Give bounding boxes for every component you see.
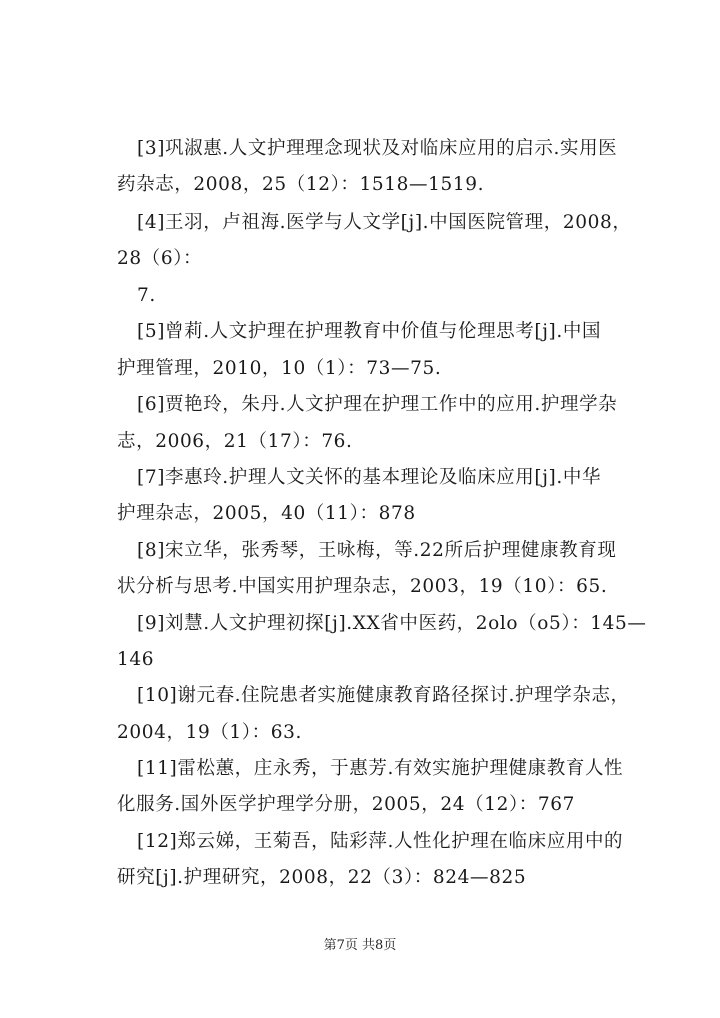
reference-4-line-2: 28（6）： — [117, 248, 203, 269]
reference-7-line-2: 护理杂志，2005，40（11）：878 — [117, 503, 416, 524]
reference-4-line-1: [4]王羽，卢祖海.医学与人文学[j].中国医院管理，2008， — [137, 212, 632, 233]
reference-3-line-2: 药杂志，2008，25（12）：1518—1519. — [117, 174, 485, 195]
reference-8-line-2: 状分析与思考.中国实用护理杂志，2003，19（10）：65. — [117, 576, 608, 597]
reference-9-line-2: 146 — [117, 649, 155, 670]
reference-5-line-1: [5]曾莉.人文护理在护理教育中价值与伦理思考[j].中国 — [137, 321, 602, 342]
reference-12-line-2: 研究[j].护理研究，2008，22（3）：824—825 — [117, 867, 527, 888]
reference-11-line-2: 化服务.国外医学护理学分册，2005，24（12）：767 — [117, 794, 576, 815]
reference-8-line-1: [8]宋立华，张秀琴，王咏梅，等.22所后护理健康教育现 — [137, 540, 617, 561]
reference-11-line-1: [11]雷松蕙，庄永秀，于惠芳.有效实施护理健康教育人性 — [137, 758, 624, 779]
reference-10-line-1: [10]谢元春.住院患者实施健康教育路径探讨.护理学杂志， — [137, 685, 630, 706]
reference-5-line-2: 护理管理，2010，10（1）：73—75. — [117, 358, 442, 379]
reference-3-line-1: [3]巩淑惠.人文护理理念现状及对临床应用的启示.实用医 — [137, 138, 618, 159]
reference-7-line-1: [7]李惠玲.护理人文关怀的基本理论及临床应用[j].中华 — [137, 467, 602, 488]
page-number-footer: 第7页 共8页 — [323, 938, 397, 953]
reference-10-line-2: 2004，19（1）：63. — [117, 722, 302, 743]
reference-4-line-3: 7. — [137, 285, 156, 306]
reference-9-line-1: [9]刘慧.人文护理初探[j].XX省中医药，2olo（o5）：145— — [137, 613, 647, 634]
reference-6-line-1: [6]贾艳玲，朱丹.人文护理在护理工作中的应用.护理学杂 — [137, 394, 618, 415]
reference-12-line-1: [12]郑云娣，王菊吾，陆彩萍.人性化护理在临床应用中的 — [137, 831, 624, 852]
reference-6-line-2: 志，2006，21（17）：76. — [117, 431, 353, 452]
